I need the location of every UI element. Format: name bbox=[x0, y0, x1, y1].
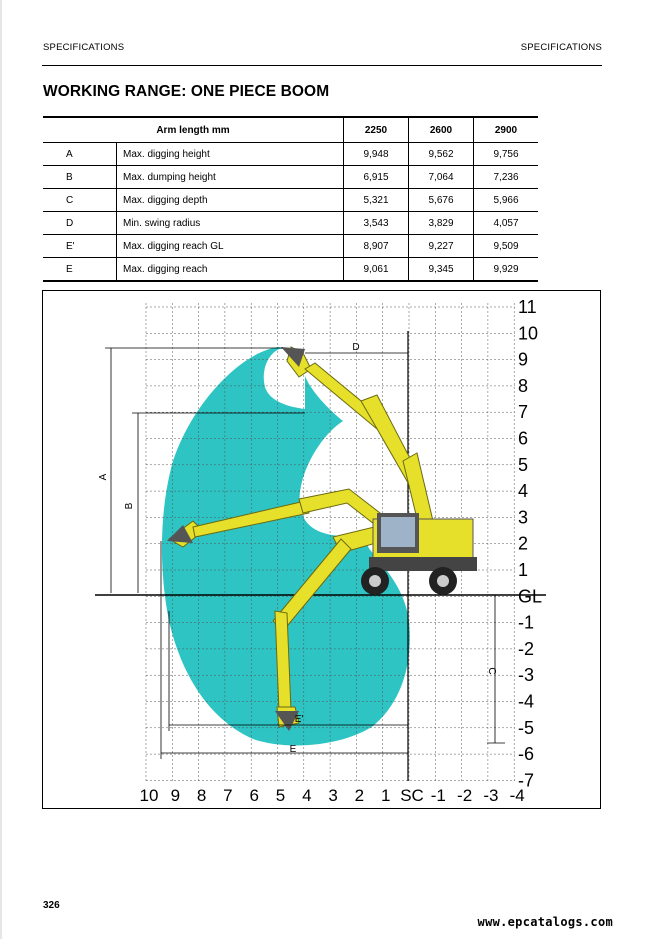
row-letter: B bbox=[43, 166, 117, 189]
y-tick-label: 1 bbox=[518, 560, 529, 580]
row-value: 5,966 bbox=[474, 189, 539, 212]
row-value: 5,321 bbox=[344, 189, 409, 212]
y-tick-label: -7 bbox=[518, 770, 535, 791]
x-tick-label: SC bbox=[400, 786, 424, 805]
row-value: 3,829 bbox=[409, 212, 474, 235]
row-label: Max. digging depth bbox=[117, 189, 344, 212]
y-axis-labels bbox=[518, 297, 542, 790]
x-tick-label: -3 bbox=[483, 786, 499, 805]
row-label: Max. digging reach bbox=[117, 258, 344, 282]
x-tick-label: -4 bbox=[509, 786, 525, 805]
page-title: WORKING RANGE: ONE PIECE BOOM bbox=[43, 83, 330, 100]
y-tick-label: 6 bbox=[518, 428, 529, 449]
working-range-diagram bbox=[42, 290, 601, 809]
table-row bbox=[43, 258, 538, 282]
row-value: 9,756 bbox=[474, 143, 539, 166]
table-header-col: 2250 bbox=[344, 117, 409, 143]
dim-label-e: E bbox=[289, 744, 297, 755]
row-label: Max. dumping height bbox=[117, 166, 344, 189]
y-tick-label: -2 bbox=[518, 638, 535, 659]
header-right: SPECIFICATIONS bbox=[520, 42, 602, 53]
row-letter: C bbox=[43, 189, 117, 212]
x-tick-label: -2 bbox=[457, 786, 473, 805]
y-tick-label: 4 bbox=[518, 481, 529, 502]
row-value: 9,948 bbox=[344, 143, 409, 166]
table-header-arm-length: Arm length mm bbox=[43, 117, 344, 143]
y-tick-label: 9 bbox=[518, 349, 529, 370]
table-header-row bbox=[43, 117, 538, 143]
row-letter: A bbox=[43, 143, 117, 166]
y-tick-label: 8 bbox=[518, 375, 529, 396]
y-tick-label: -6 bbox=[518, 744, 535, 765]
dim-label-e-prime: E' bbox=[294, 714, 304, 725]
x-tick-label: 9 bbox=[170, 786, 181, 805]
table-row bbox=[43, 235, 538, 258]
dim-label-a: A bbox=[98, 473, 109, 481]
header-left: SPECIFICATIONS bbox=[43, 42, 125, 53]
row-value: 9,227 bbox=[409, 235, 474, 258]
y-tick-label: 11 bbox=[518, 297, 537, 317]
x-tick-label: 7 bbox=[223, 786, 233, 805]
page-edge bbox=[0, 0, 2, 939]
row-value: 9,061 bbox=[344, 258, 409, 282]
row-letter: E bbox=[43, 258, 117, 282]
x-tick-label: 1 bbox=[380, 786, 391, 805]
excavator-carrier bbox=[361, 513, 477, 595]
x-tick-label: 2 bbox=[354, 786, 365, 805]
table-header-col: 2900 bbox=[474, 117, 539, 143]
y-tick-label: 10 bbox=[518, 323, 539, 344]
row-value: 8,907 bbox=[344, 235, 409, 258]
header-rule bbox=[42, 65, 602, 66]
dim-label-d: D bbox=[352, 342, 360, 353]
row-value: 4,057 bbox=[474, 212, 539, 235]
x-axis-labels bbox=[140, 786, 525, 805]
x-tick-label: -1 bbox=[430, 786, 446, 805]
x-tick-label: 6 bbox=[249, 786, 259, 805]
row-label: Min. swing radius bbox=[117, 212, 344, 235]
y-tick-label: -1 bbox=[518, 612, 535, 633]
row-value: 5,676 bbox=[409, 189, 474, 212]
row-letter: D bbox=[43, 212, 117, 235]
row-letter: E' bbox=[43, 235, 117, 258]
y-tick-label: 5 bbox=[518, 454, 529, 475]
y-tick-label: 7 bbox=[518, 402, 529, 423]
y-tick-label: -5 bbox=[518, 717, 535, 738]
y-tick-label: 2 bbox=[518, 533, 529, 554]
table-row bbox=[43, 143, 538, 166]
dim-label-b: B bbox=[124, 502, 135, 510]
table-header-col: 2600 bbox=[409, 117, 474, 143]
website-link[interactable]: www.epcatalogs.com bbox=[477, 915, 613, 929]
row-value: 3,543 bbox=[344, 212, 409, 235]
page-number: 326 bbox=[43, 900, 60, 911]
row-value: 9,562 bbox=[409, 143, 474, 166]
y-tick-label: GL bbox=[518, 586, 543, 607]
row-label: Max. digging reach GL bbox=[117, 235, 344, 258]
row-value: 7,064 bbox=[409, 166, 474, 189]
table-row bbox=[43, 212, 538, 235]
table-row bbox=[43, 189, 538, 212]
x-tick-label: 8 bbox=[196, 786, 207, 805]
y-tick-label: -4 bbox=[518, 691, 535, 712]
row-value: 6,915 bbox=[344, 166, 409, 189]
row-value: 7,236 bbox=[474, 166, 539, 189]
dim-label-c: C bbox=[486, 667, 497, 675]
x-tick-label: 5 bbox=[275, 786, 286, 805]
table-row bbox=[43, 166, 538, 189]
row-value: 9,509 bbox=[474, 235, 539, 258]
x-tick-label: 3 bbox=[328, 786, 338, 805]
spec-table bbox=[43, 116, 538, 282]
y-tick-label: 3 bbox=[518, 507, 529, 528]
row-value: 9,345 bbox=[409, 258, 474, 282]
row-value: 9,929 bbox=[474, 258, 539, 282]
diagram-svg bbox=[43, 291, 600, 808]
x-tick-label: 10 bbox=[139, 786, 159, 805]
y-tick-label: -3 bbox=[518, 665, 535, 686]
x-tick-label: 4 bbox=[302, 786, 312, 805]
row-label: Max. digging height bbox=[117, 143, 344, 166]
